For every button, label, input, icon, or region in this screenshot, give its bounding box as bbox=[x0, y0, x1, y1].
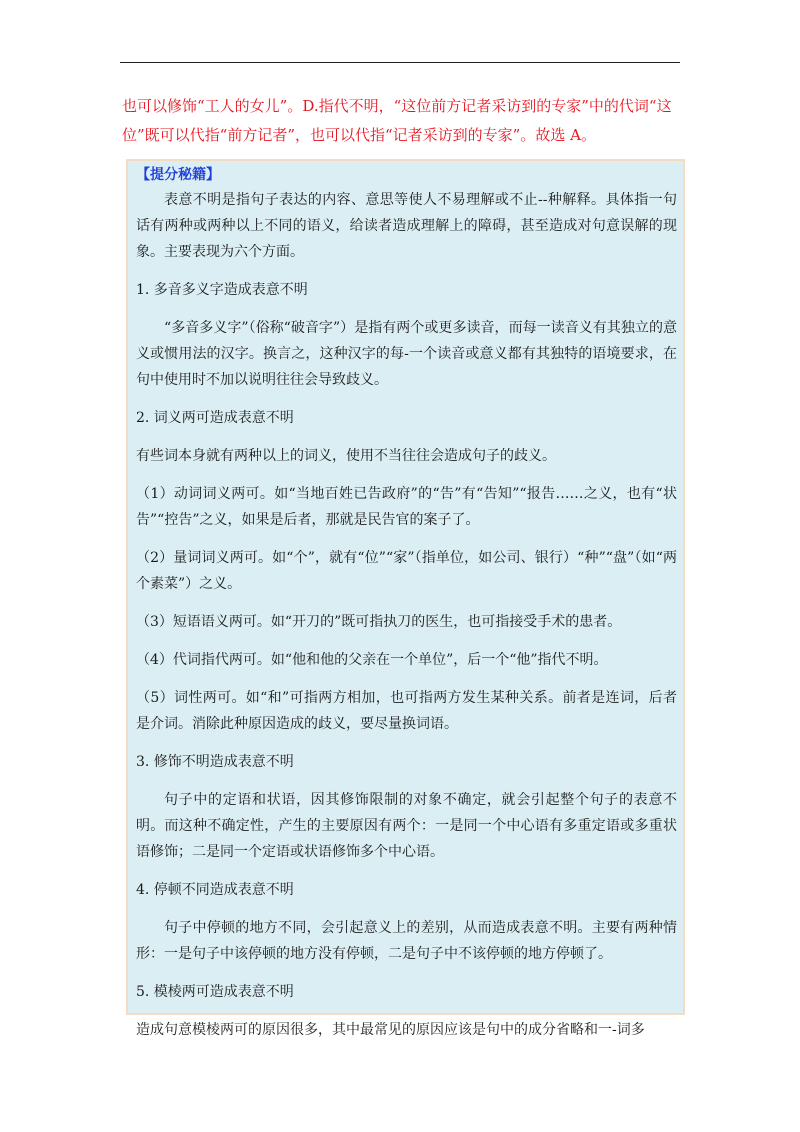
section-2-heading: 2. 词义两可造成表意不明 bbox=[136, 410, 294, 426]
section-2-body: 有些词本身就有两种以上的词义，使用不当往往会造成句子的歧义。 bbox=[136, 448, 556, 464]
section-3-body: 句子中的定语和状语，因其修饰限制的对象不确定，就会引起整个句子的表意不明。而这种不确定性，产生的主要原因有两个：一是同一个中心语有多重定语或多重状语修饰；二是同一个定语或状语修饰多个中心语。 bbox=[136, 792, 677, 860]
section-1-heading: 1. 多音多义字造成表意不明 bbox=[136, 282, 308, 298]
section-2-item: （1）动词词义两可。如“当地百姓已告政府”的“告”有“告知”“报告……之义，也有“状告”“控告”之义，如果是后者，那就是民告官的案子了。 bbox=[136, 486, 677, 528]
section-2-item: （3）短语语义两可。如“开刀的”既可指执刀的医生，也可指接受手术的患者。 bbox=[136, 614, 622, 630]
section-2-item: （5）词性两可。如“和”可指两方相加，也可指两方发生某种关系。前者是连词，后者是介词。消除此种原因造成的歧义，要尽量换词语。 bbox=[136, 690, 677, 732]
section-1-body: “多音多义字”（俗称“破音字”）是指有两个或更多读音，而每一读音义有其独立的意义或惯用法的汉字。换言之，这种汉字的每-一个读音或意义都有其独特的语境要求，在句中使用时不加以说明往往会导致歧义。 bbox=[136, 320, 677, 388]
tips-intro: 表意不明是指句子表达的内容、意思等使人不易理解或不止--种解释。具体指一句话有两种或两种以上不同的语义，给读者造成理解上的障碍，甚至造成对句意误解的现象。主要表现为六个方面。 bbox=[136, 192, 677, 260]
answer-line-2: 位”既可以代指“前方记者”，也可以代指“记者采访到的专家”。故选 A。 bbox=[122, 126, 596, 144]
section-2-item: （2）量词词义两可。如“个”，就有“位”“家”（指单位，如公司、银行）“种”“盘”（如“两个素菜”）之义。 bbox=[136, 550, 677, 592]
section-4-heading: 4. 停顿不同造成表意不明 bbox=[136, 882, 294, 898]
tips-box bbox=[126, 159, 685, 1038]
answer-explanation bbox=[122, 92, 682, 150]
section-5-body: 造成句意模棱两可的原因很多，其中最常见的原因应该是句中的成分省略和一-词多 bbox=[136, 1022, 645, 1038]
section-5-heading: 5. 模棱两可造成表意不明 bbox=[136, 984, 294, 1000]
header-rule bbox=[120, 62, 680, 63]
tips-title: 【提分秘籍】 bbox=[136, 167, 220, 183]
answer-line-1: 也可以修饰“工人的女儿”。D.指代不明，“这位前方记者采访到的专家”中的代词“这 bbox=[122, 97, 672, 115]
section-2-item: （4）代词指代两可。如“他和他的父亲在一个单位”，后一个“他”指代不明。 bbox=[136, 652, 608, 668]
section-4-body: 句子中停顿的地方不同，会引起意义上的差别，从而造成表意不明。主要有两种情形：一是句子中该停顿的地方没有停顿，二是句子中不该停顿的地方停顿了。 bbox=[136, 920, 677, 962]
section-3-heading: 3. 修饰不明造成表意不明 bbox=[136, 754, 294, 770]
